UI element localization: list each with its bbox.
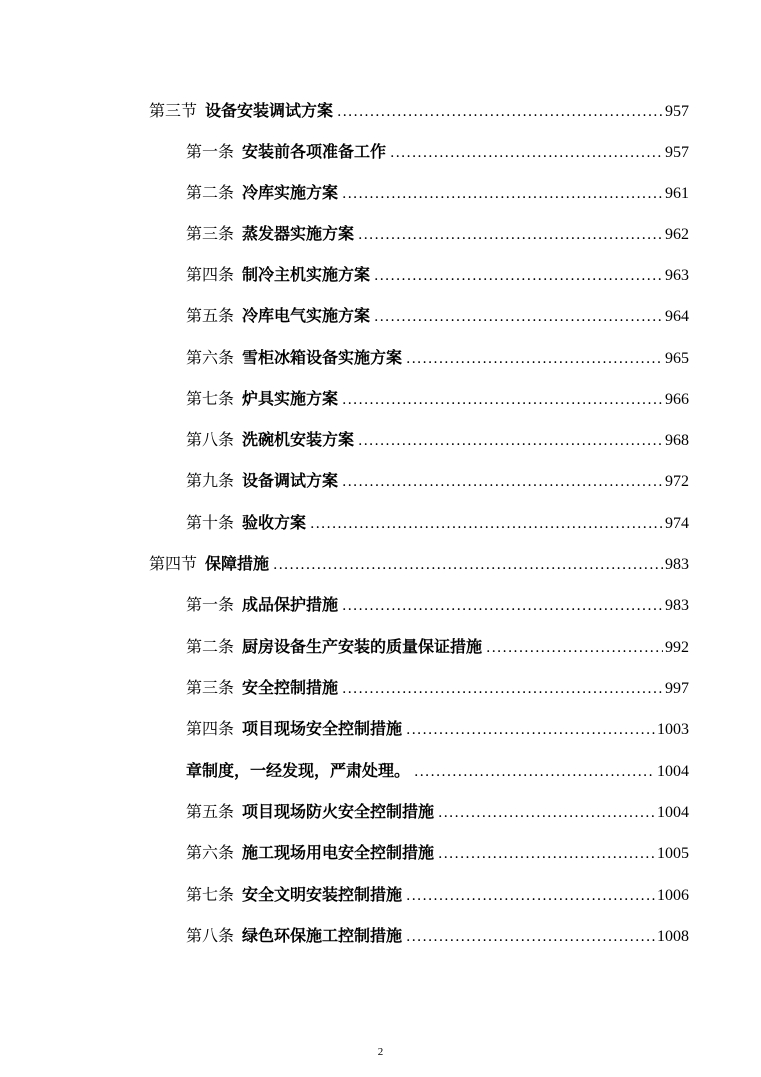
toc-entry[interactable] xyxy=(186,590,689,620)
toc-entry-page: 962 xyxy=(665,226,689,243)
toc-entry-prefix: 第二条 xyxy=(186,183,235,202)
toc-entry-prefix: 第七条 xyxy=(186,389,235,408)
toc-entry-page: 1004 xyxy=(657,804,689,821)
dot-leader xyxy=(342,385,663,415)
dot-leader xyxy=(406,881,655,911)
toc-entry-page: 957 xyxy=(665,144,689,161)
dot-leader xyxy=(342,467,663,497)
toc-entry-title: 项目现场安全控制措施 xyxy=(242,719,403,738)
toc-entry-title: 设备调试方案 xyxy=(242,471,339,490)
toc-entry-page: 964 xyxy=(665,308,689,325)
toc-entry-title: 章制度，一经发现，严肃处理。 xyxy=(186,761,411,780)
toc-entry-prefix: 第三节 xyxy=(149,101,198,120)
dot-leader xyxy=(406,922,655,952)
toc-entry[interactable] xyxy=(186,384,689,414)
toc-entry[interactable] xyxy=(186,508,689,538)
dot-leader xyxy=(342,591,663,621)
dot-leader xyxy=(438,798,655,828)
toc-entry-prefix: 第九条 xyxy=(186,471,235,490)
dot-leader xyxy=(337,97,663,127)
toc-entry-title: 雪柜冰箱设备实施方案 xyxy=(242,348,403,367)
toc-entry-prefix: 第四条 xyxy=(186,719,235,738)
toc-entry-page: 965 xyxy=(665,350,689,367)
toc-entry[interactable] xyxy=(186,343,689,373)
toc-entry-title: 厨房设备生产安装的质量保证措施 xyxy=(242,637,483,656)
toc-entry-page: 966 xyxy=(665,391,689,408)
toc-entry-page: 992 xyxy=(665,639,689,656)
toc-entry[interactable] xyxy=(149,549,689,579)
dot-leader xyxy=(358,220,663,250)
toc-entry-title: 制冷主机实施方案 xyxy=(242,265,371,284)
toc-entry[interactable] xyxy=(186,425,689,455)
toc-entry-title: 安全控制措施 xyxy=(242,678,339,697)
toc-entry[interactable] xyxy=(186,797,689,827)
dot-leader xyxy=(374,302,663,332)
toc-entry[interactable] xyxy=(186,838,689,868)
dot-leader xyxy=(374,261,663,291)
toc-entry-title: 成品保护措施 xyxy=(242,595,339,614)
toc-entry-title: 验收方案 xyxy=(242,513,307,532)
toc-entry-page: 957 xyxy=(665,103,689,120)
toc-entry-page: 1004 xyxy=(657,763,689,780)
toc-entry[interactable] xyxy=(186,921,689,951)
toc-entry-prefix: 第八条 xyxy=(186,926,235,945)
toc-entry-page: 983 xyxy=(665,556,689,573)
toc-entry-prefix: 第四节 xyxy=(149,554,198,573)
toc-entry[interactable] xyxy=(186,673,689,703)
toc-entry-title: 安全文明安装控制措施 xyxy=(242,885,403,904)
toc-entry[interactable] xyxy=(186,301,689,331)
toc-entry-page: 974 xyxy=(665,515,689,532)
toc-entry-title: 绿色环保施工控制措施 xyxy=(242,926,403,945)
toc-entry[interactable] xyxy=(186,260,689,290)
toc-entry-title: 冷库电气实施方案 xyxy=(242,306,371,325)
page-number: 2 xyxy=(377,1046,384,1058)
toc-entry-page: 1005 xyxy=(657,845,689,862)
toc-entry-page: 1006 xyxy=(657,887,689,904)
toc-entry-page: 997 xyxy=(665,680,689,697)
toc-entry-page: 983 xyxy=(665,597,689,614)
toc-entry[interactable] xyxy=(186,632,689,662)
toc-entry-title: 炉具实施方案 xyxy=(242,389,339,408)
toc-entry-page: 968 xyxy=(665,432,689,449)
toc-entry[interactable] xyxy=(186,714,689,744)
toc-entry-page: 972 xyxy=(665,473,689,490)
toc-entry[interactable] xyxy=(186,137,689,167)
toc-entry-prefix: 第二条 xyxy=(186,637,235,656)
dot-leader xyxy=(390,138,663,168)
toc-entry-prefix: 第十条 xyxy=(186,513,235,532)
toc-entry-prefix: 第八条 xyxy=(186,430,235,449)
toc-entry-prefix: 第一条 xyxy=(186,142,235,161)
dot-leader xyxy=(310,509,663,539)
toc-entry-page: 963 xyxy=(665,267,689,284)
dot-leader xyxy=(414,757,655,787)
toc-entry-prefix: 第七条 xyxy=(186,885,235,904)
toc-entry-page: 1008 xyxy=(657,928,689,945)
dot-leader xyxy=(358,426,663,456)
toc-entry-title: 安装前各项准备工作 xyxy=(242,142,387,161)
toc-entry[interactable] xyxy=(149,96,689,126)
dot-leader xyxy=(406,344,663,374)
toc-entry-prefix: 第三条 xyxy=(186,678,235,697)
toc-entry-title: 蒸发器实施方案 xyxy=(242,224,355,243)
dot-leader xyxy=(406,715,655,745)
dot-leader xyxy=(486,633,663,663)
toc-entry-title: 保障措施 xyxy=(205,554,270,573)
toc-entry-prefix: 第四条 xyxy=(186,265,235,284)
toc-entry-title: 冷库实施方案 xyxy=(242,183,339,202)
toc-entry-title: 项目现场防火安全控制措施 xyxy=(242,802,435,821)
dot-leader xyxy=(273,550,663,580)
toc-entry-page: 1003 xyxy=(657,721,689,738)
toc-entry-prefix: 第一条 xyxy=(186,595,235,614)
toc-entry[interactable] xyxy=(186,219,689,249)
toc-entry-prefix: 第六条 xyxy=(186,348,235,367)
toc-entry-title: 洗碗机安装方案 xyxy=(242,430,355,449)
toc-entry-prefix: 第三条 xyxy=(186,224,235,243)
toc-entry[interactable] xyxy=(186,178,689,208)
toc-entry-prefix: 第六条 xyxy=(186,843,235,862)
toc-entry-title: 设备安装调试方案 xyxy=(205,101,334,120)
toc-entry-title: 施工现场用电安全控制措施 xyxy=(242,843,435,862)
dot-leader xyxy=(342,674,663,704)
dot-leader xyxy=(342,179,663,209)
toc-entry-prefix: 第五条 xyxy=(186,306,235,325)
toc-entry-page: 961 xyxy=(665,185,689,202)
toc-entry[interactable] xyxy=(186,880,689,910)
toc-entry[interactable] xyxy=(186,466,689,496)
toc-entry[interactable] xyxy=(186,756,689,786)
dot-leader xyxy=(438,839,655,869)
toc-entry-prefix: 第五条 xyxy=(186,802,235,821)
